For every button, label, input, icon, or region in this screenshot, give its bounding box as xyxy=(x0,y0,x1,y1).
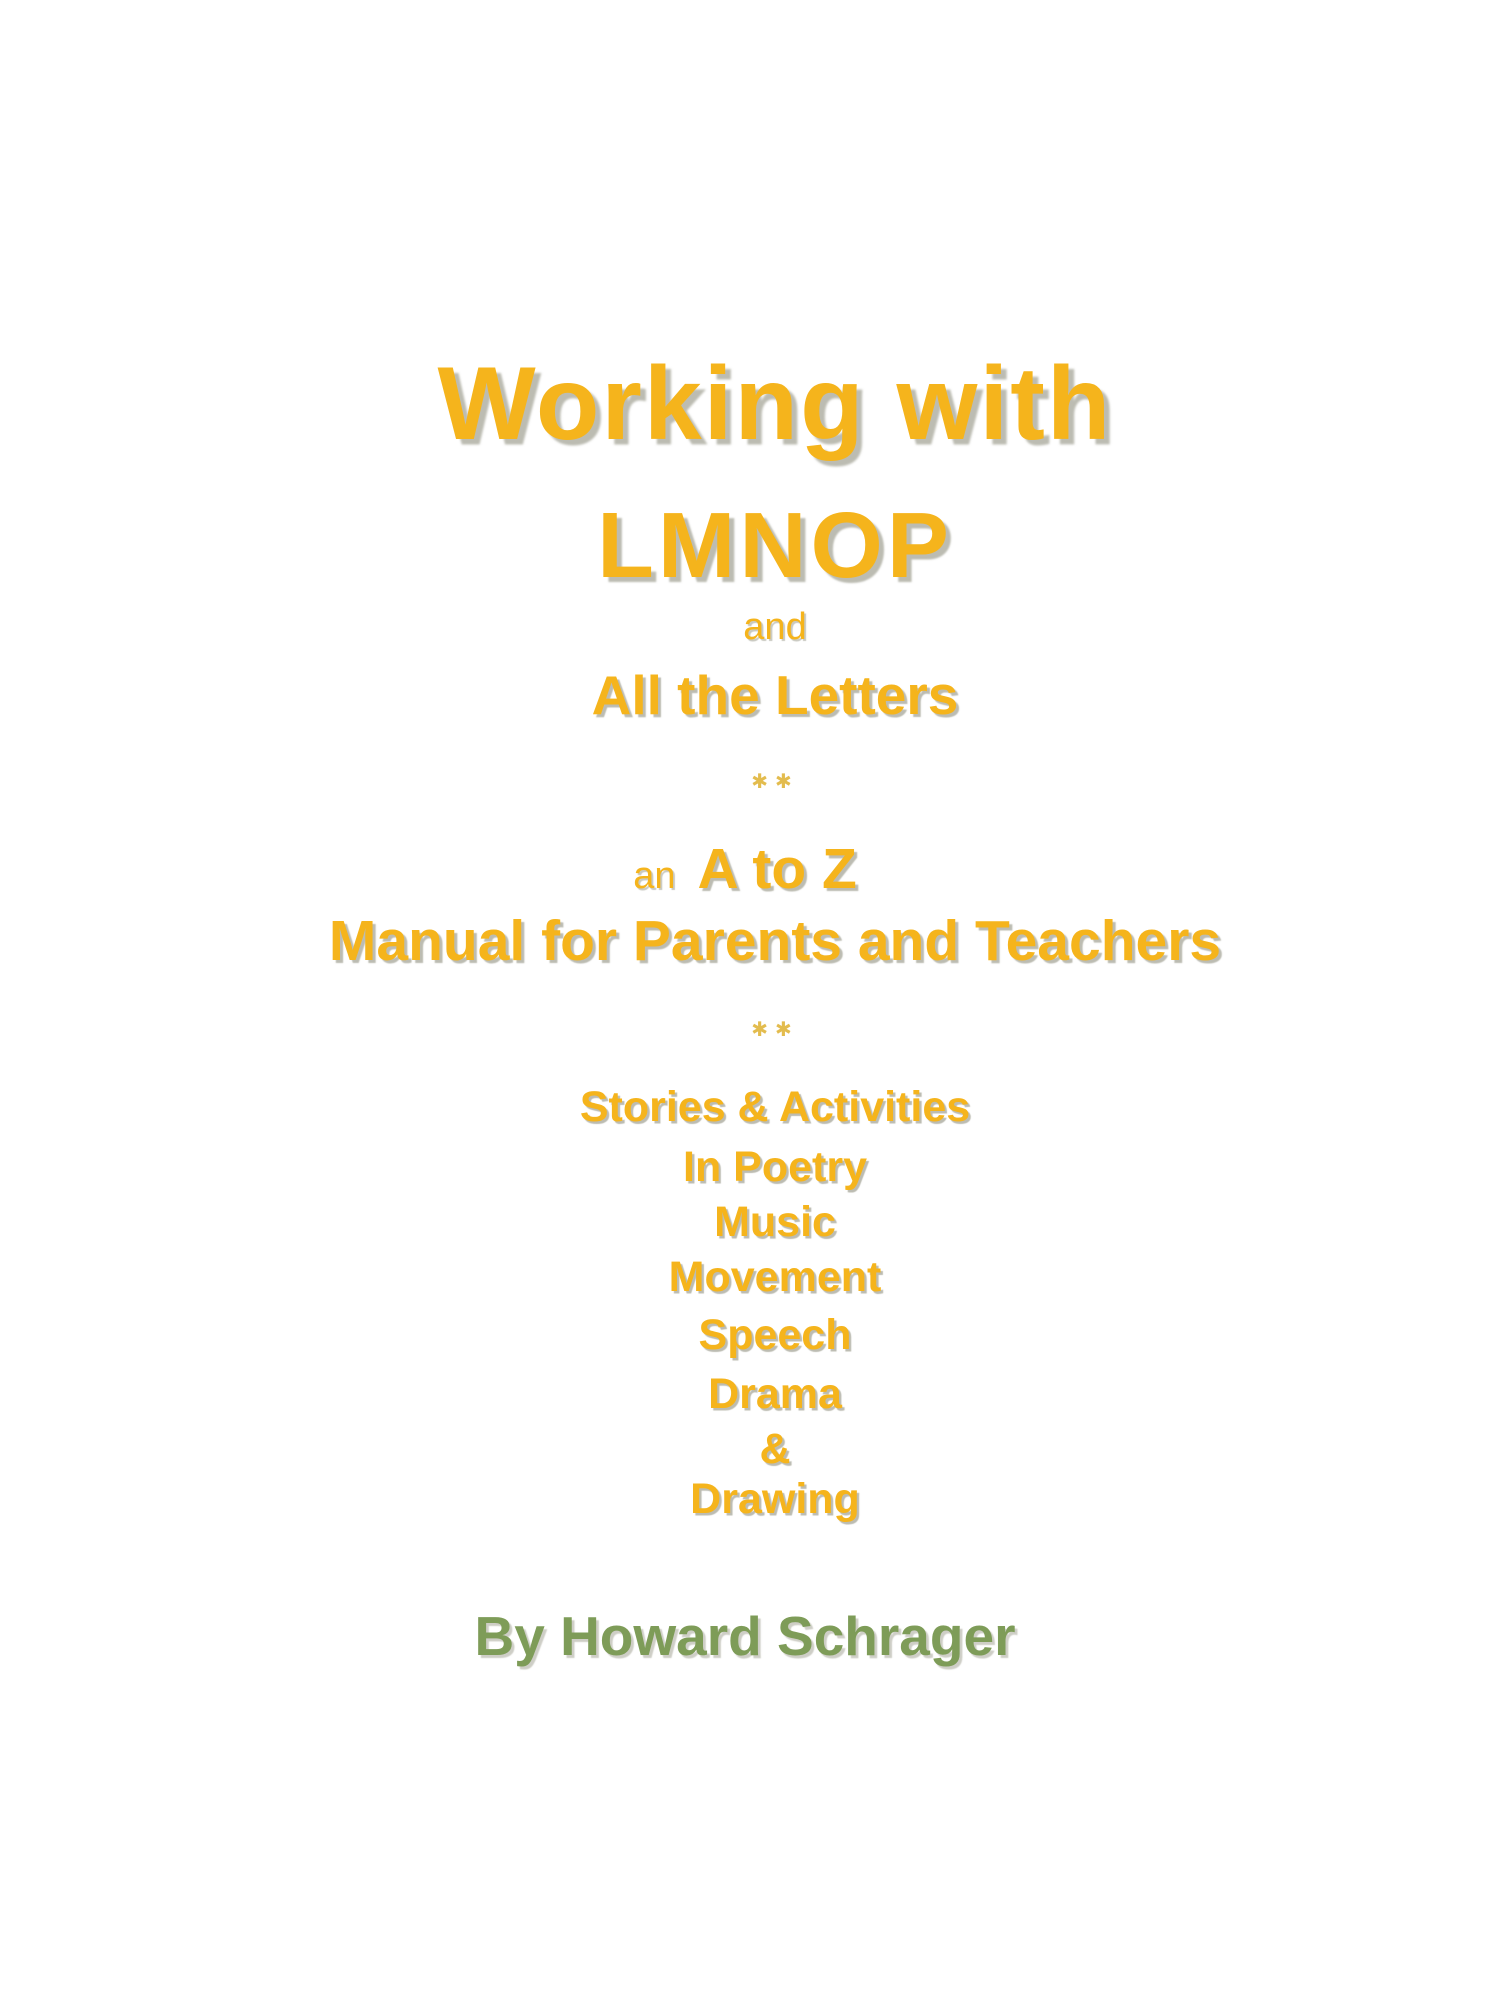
subtitle-and: and xyxy=(743,606,807,648)
list-item-drawing: Drawing xyxy=(690,1475,860,1523)
subtitle-all-the-letters: All the Letters xyxy=(591,664,959,726)
list-item-drama: Drama xyxy=(708,1370,842,1418)
list-item-music: Music xyxy=(714,1198,836,1246)
list-item-speech: Speech xyxy=(698,1311,852,1359)
author-byline: By Howard Schrager xyxy=(474,1605,1016,1667)
manual-subtitle: Manual for Parents and Teachers xyxy=(328,909,1222,973)
list-item-movement: Movement xyxy=(668,1253,882,1301)
a-to-z-line xyxy=(20,837,1470,901)
a-to-z-text: A to Z xyxy=(697,837,857,901)
list-item-ampersand: & xyxy=(759,1425,791,1473)
an-prefix: an xyxy=(633,855,676,897)
title-line-2: LMNOP xyxy=(597,493,953,597)
title-line-1: Working with xyxy=(437,346,1113,462)
list-item-stories-activities: Stories & Activities xyxy=(579,1083,971,1131)
star-separator-icon: ✱✱ xyxy=(751,1019,799,1041)
list-item-in-poetry: In Poetry xyxy=(683,1143,867,1191)
star-separator-icon: ✱✱ xyxy=(751,771,799,793)
